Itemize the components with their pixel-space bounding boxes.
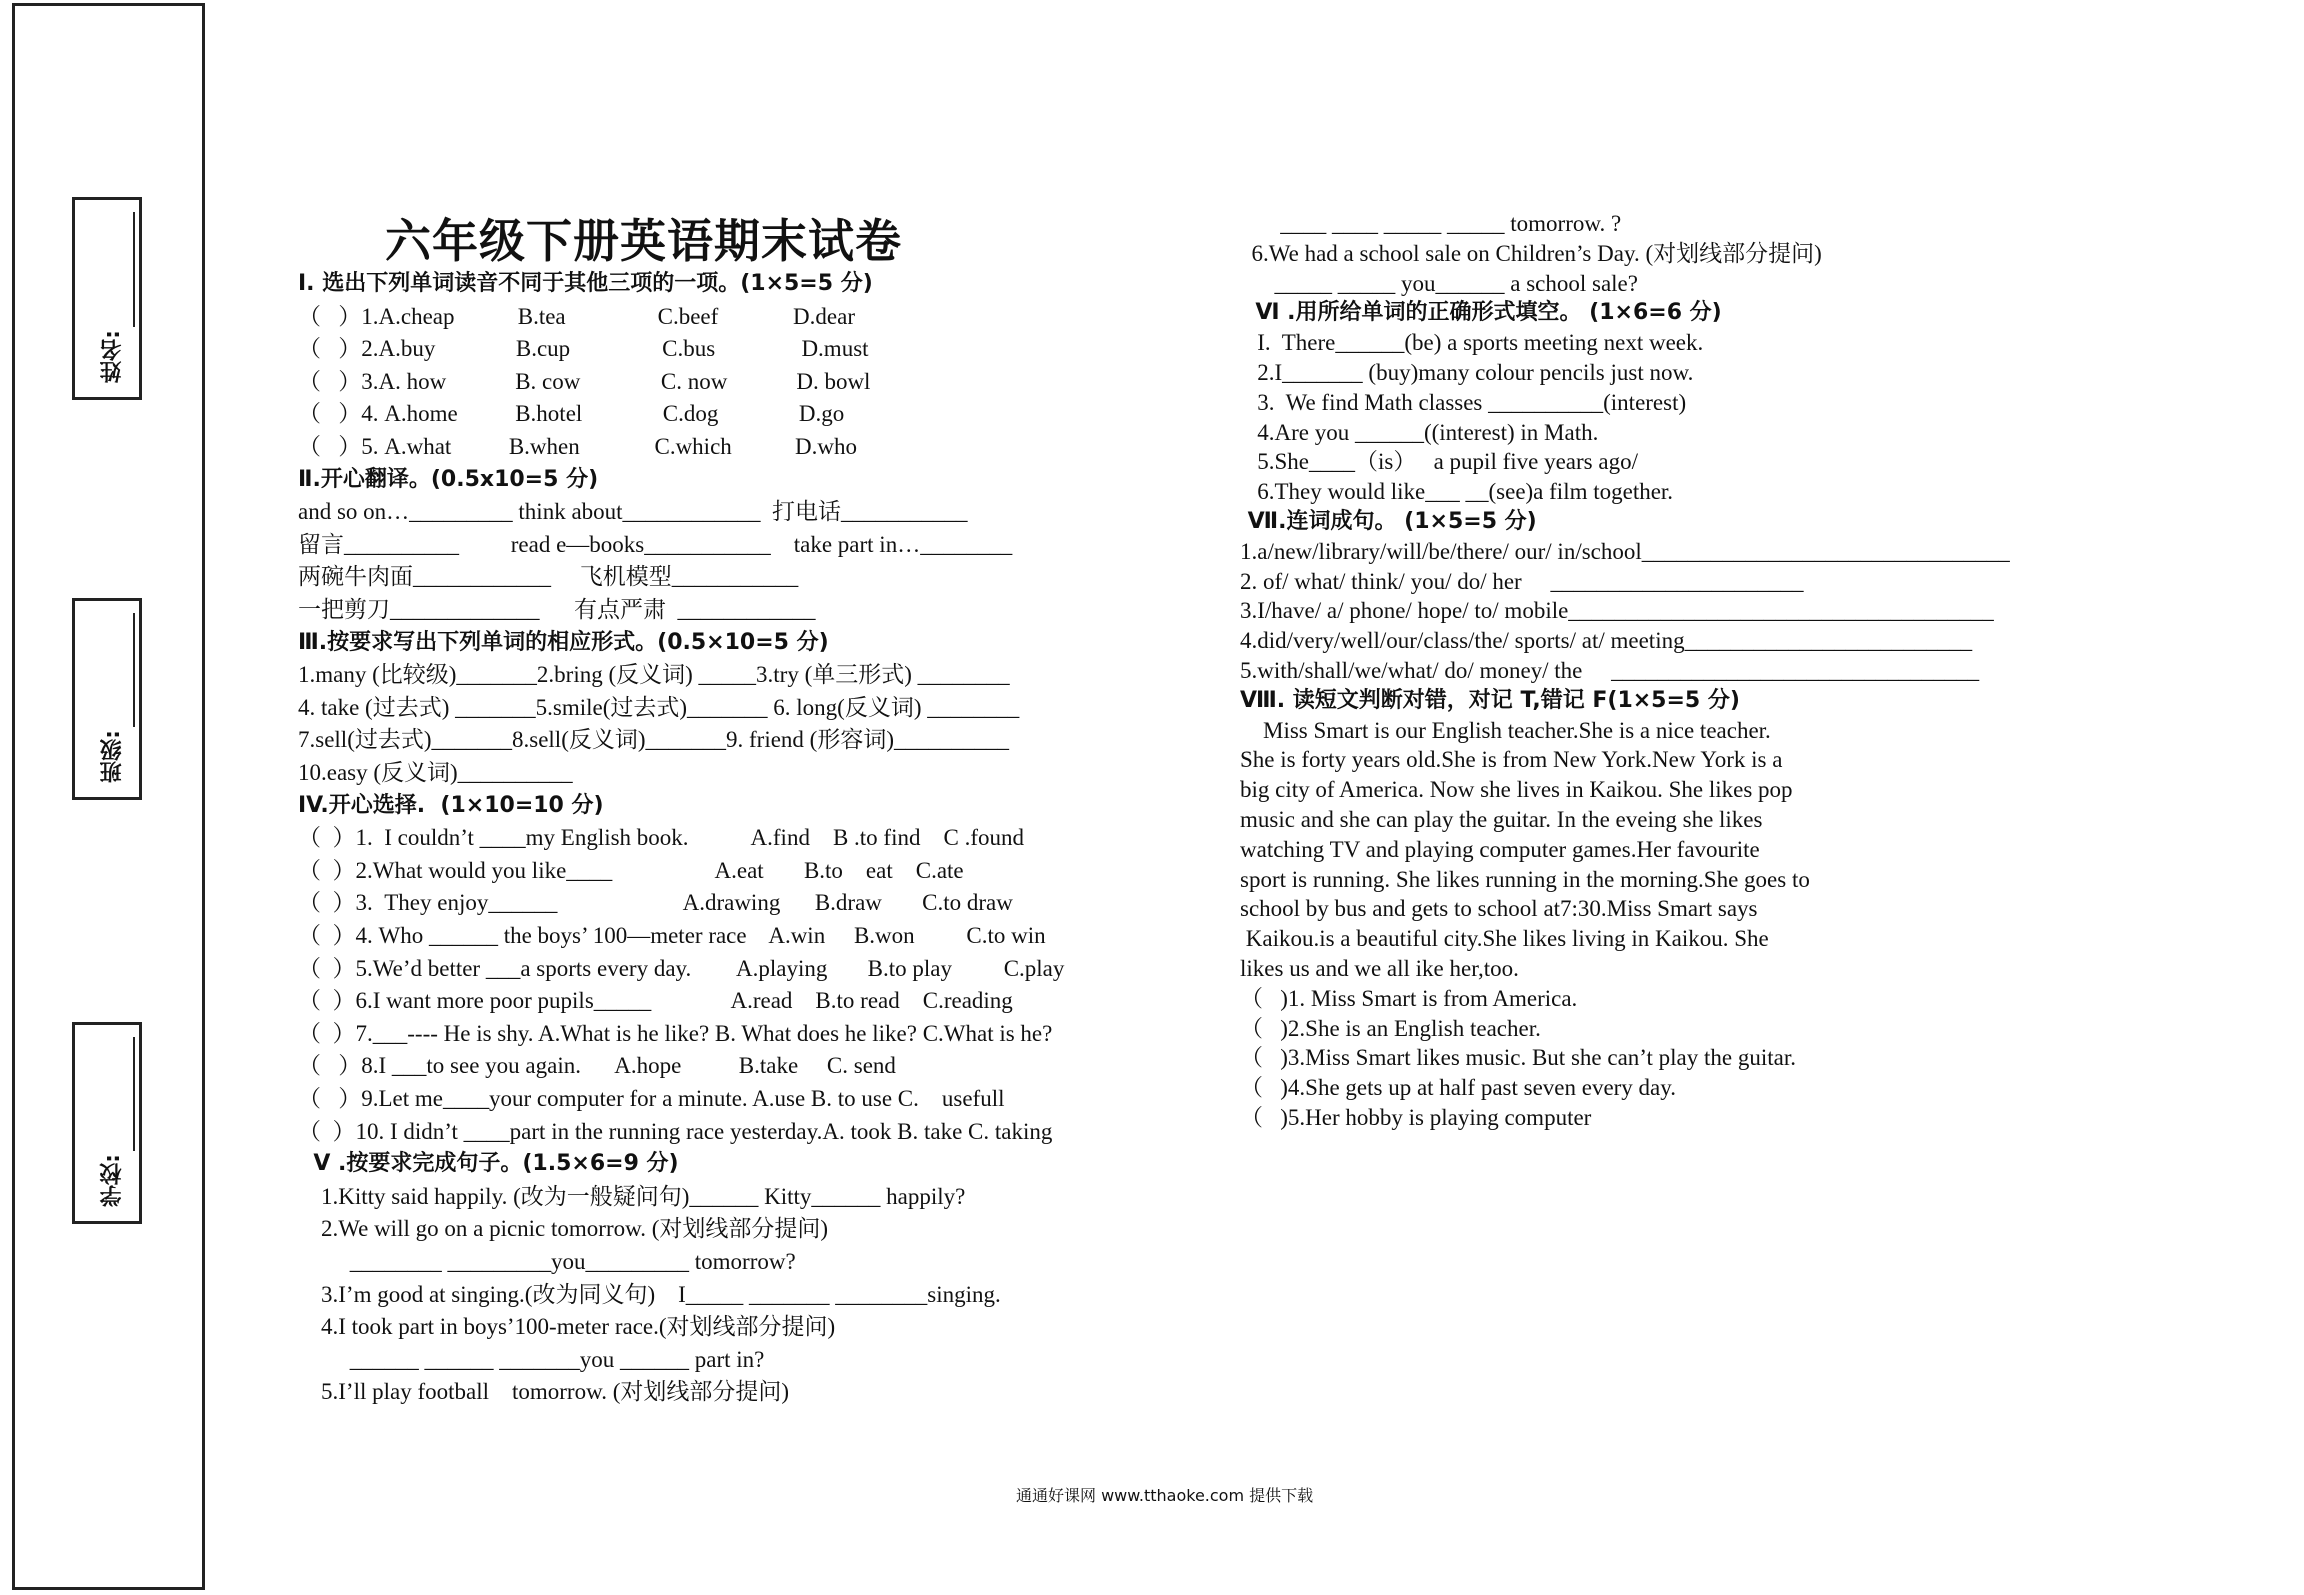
school-underline	[133, 1037, 135, 1151]
exam-line: I. There______(be) a sports meeting next week.	[1240, 330, 1704, 356]
exam-line: and so on…_________ think about____________ 打电话___________	[298, 499, 968, 525]
exam-line: （ ）2.A.buy B.cup C.bus D.must	[298, 336, 869, 362]
exam-line: 2.I_______ (buy)many colour pencils just now.	[1240, 360, 1694, 385]
exam-line: 两碗牛肉面____________ 飞机模型___________	[298, 564, 799, 590]
school-label: 学校:	[100, 1154, 125, 1207]
section-heading: Ⅱ.开心翻译。(0.5x10=5 分)	[298, 466, 599, 492]
exam-line: 1.Kitty said happily. (改为一般疑问句)______ Kitty______ happily?	[298, 1183, 966, 1209]
exam-line: watching TV and playing computer games.Her favourite	[1240, 836, 1760, 862]
class-field[interactable]	[72, 598, 142, 800]
exam-line: （ )4.She gets up at half past seven every day.	[1240, 1075, 1677, 1101]
exam-line: 10.easy (反义词)__________	[298, 760, 573, 785]
name-underline	[133, 212, 135, 327]
exam-line: big city of America. Now she lives in Kaikou. She likes pop	[1240, 777, 1793, 803]
exam-line: （ )1. Miss Smart is from America.	[1240, 985, 1578, 1011]
exam-line: music and she can play the guitar. In the eveing she likes	[1240, 807, 1763, 832]
exam-line: ________ _________you_________ tomorrow?	[298, 1249, 796, 1274]
exam-line: sport is running. She likes running in the morning.She goes to	[1240, 866, 1810, 892]
section-heading: Ⅷ. 读短文判断对错，对记 T,错记 F(1×5=5 分)	[1240, 687, 1740, 713]
exam-line: She is forty years old.She is from New York.New York is a	[1240, 747, 1783, 773]
section-heading: Ⅶ.连词成句。 (1×5=5 分)	[1240, 509, 1537, 534]
exam-line: 5.with/shall/we/what/ do/ money/ the ________________________________	[1240, 658, 1980, 683]
exam-line: （ ）2.What would you like____ A.eat B.to eat C.ate	[298, 857, 964, 883]
exam-line: 1.many (比较级)_______2.bring (反义词) _____3.try (单三形式) ________	[298, 662, 1010, 688]
section-heading: Ⅰ. 选出下列单词读音不同于其他三项的一项。(1×5=5 分)	[298, 271, 873, 296]
exam-line: likes us and we all ike her,too.	[1240, 956, 1519, 981]
exam-line: （ ）4. A.home B.hotel C.dog D.go	[298, 401, 845, 427]
exam-line: ______ ______ _______you ______ part in?	[298, 1346, 765, 1372]
exam-line: （ ）1. I couldn’t ____my English book. A.find B .to find C .found	[298, 825, 1024, 851]
exam-line: 1.a/new/library/will/be/there/ our/ in/school________________________________	[1240, 538, 2010, 564]
exam-line: 4.I took part in boys’100-meter race.(对划线部分提问)	[298, 1314, 836, 1340]
exam-line: school by bus and gets to school at7:30.Miss Smart says	[1240, 896, 1758, 922]
exam-line: 5.She____（is） a pupil five years ago/	[1240, 449, 1638, 475]
exam-line: 3.I’m good at singing.(改为同义句) I_____ _______ ________singing.	[298, 1281, 1001, 1307]
exam-line: 6.We had a school sale on Children’s Day. (对划线部分提问)	[1240, 240, 1822, 266]
exam-line: 留言__________ read e—books___________ take part in…________	[298, 531, 1013, 557]
name-field[interactable]	[72, 197, 142, 400]
exam-line: （ ）5.We’d better ___a sports every day. A.playing B.to play C.play	[298, 955, 1065, 981]
exam-line: （ )2.She is an English teacher.	[1240, 1015, 1541, 1041]
section-heading: Ⅲ.按要求写出下列单词的相应形式。(0.5×10=5 分)	[298, 629, 829, 655]
exam-line: （ ）7.___---- He is shy. A.What is he like? B. What does he like? C.What is he?	[298, 1020, 1053, 1046]
exam-line: （ )5.Her hobby is playing computer	[1240, 1105, 1592, 1130]
section-heading: IV.开心选择. (1×10=10 分)	[298, 792, 604, 818]
class-label: 班级:	[100, 730, 125, 783]
footer-text: 通通好课网 www.tthaoke.com 提供下载	[1016, 1486, 1314, 1505]
exam-line: 4. take (过去式) _______5.smile(过去式)_______ 6. long(反义词) ________	[298, 694, 1020, 720]
exam-line: （ )3.Miss Smart likes music. But she can’t play the guitar.	[1240, 1045, 1796, 1071]
exam-line: 2. of/ what/ think/ you/ do/ her ______________________	[1240, 568, 1804, 594]
exam-line: _____ _____ you______ a school sale?	[1240, 270, 1638, 296]
exam-line: （ ）3. They enjoy______ A.drawing B.draw C.to draw	[298, 890, 1013, 916]
exam-line: ____ ____ _____ _____ tomorrow. ?	[1240, 211, 1622, 236]
exam-line: 4.Are you ______((interest) in Math.	[1240, 419, 1599, 445]
exam-line: 一把剪刀_____________ 有点严肃 ____________	[298, 597, 816, 622]
class-underline	[133, 613, 135, 727]
name-label: 姓名:	[100, 330, 125, 383]
exam-line: （ ）8.I ___to see you again. A.hope B.take C. send	[298, 1053, 896, 1079]
school-field[interactable]	[72, 1022, 142, 1224]
exam-line: 5.I’ll play football tomorrow. (对划线部分提问)	[298, 1379, 790, 1405]
exam-line: （ ）3.A. how B. cow C. now D. bowl	[298, 368, 871, 394]
exam-line: 4.did/very/well/our/class/the/ sports/ at/ meeting_________________________	[1240, 628, 1973, 654]
exam-line: 3. We find Math classes __________(interest)	[1240, 389, 1687, 415]
section-heading: Ⅴ .按要求完成句子。(1.5×6=9 分)	[298, 1151, 679, 1177]
exam-line: Miss Smart is our English teacher.She is a nice teacher.	[1240, 717, 1771, 743]
exam-line: 2.We will go on a picnic tomorrow. (对划线部分提问)	[298, 1216, 829, 1242]
exam-line: 3.I/have/ a/ phone/ hope/ to/ mobile_____________________________________	[1240, 598, 1994, 624]
exam-line: 6.They would like___ __(see)a film together.	[1240, 479, 1674, 505]
exam-line: （ ）4. Who ______ the boys’ 100—meter race A.win B.won C.to win	[298, 923, 1046, 948]
exam-line: （ ）1.A.cheap B.tea C.beef D.dear	[298, 303, 855, 329]
exam-line: （ ）6.I want more poor pupils_____ A.read B.to read C.reading	[298, 988, 1013, 1014]
exam-title: 六年级下册英语期末试卷	[385, 214, 902, 268]
exam-line: （ ）10. I didn’t ____part in the running race yesterday.A. took B. take C. taking	[298, 1118, 1053, 1144]
exam-line: 7.sell(过去式)_______8.sell(反义词)_______9. friend (形容词)__________	[298, 727, 1010, 753]
exam-line: （ ）9.Let me____your computer for a minute. A.use B. to use C. usefull	[298, 1086, 1005, 1111]
exam-line: Kaikou.is a beautiful city.She likes living in Kaikou. She	[1240, 926, 1769, 952]
exam-line: （ ）5. A.what B.when C.which D.who	[298, 434, 857, 459]
section-heading: Ⅵ .用所给单词的正确形式填空。 (1×6=6 分)	[1240, 300, 1722, 326]
